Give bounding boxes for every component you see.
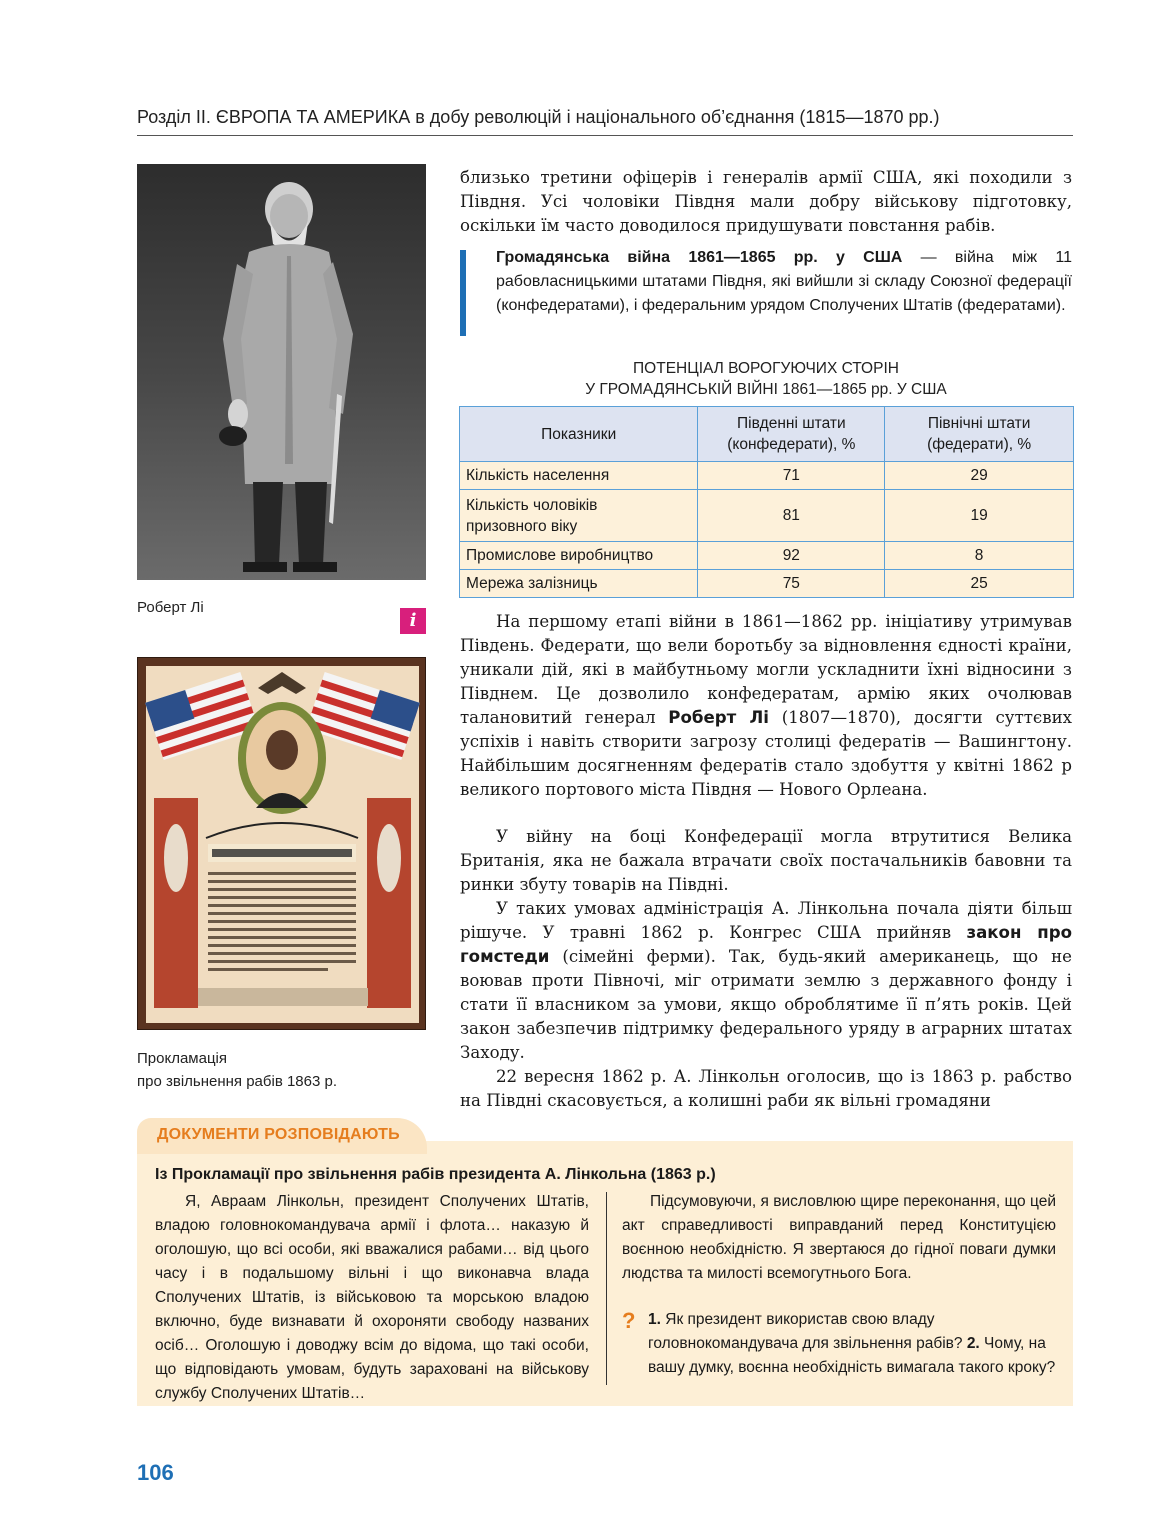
- table-cell: 81: [698, 490, 885, 542]
- table-header-cell: Північні штати (федерати), %: [885, 407, 1074, 462]
- definition-accent-bar: [460, 250, 466, 336]
- paragraph-emancipation: 22 вересня 1862 р. А. Лінкольн оголосив, що із 1863 р. рабство на Півдні скасовується, а колишні раби як вільні громадяни: [460, 1067, 1072, 1110]
- bold-term-homestead: закон про гомстеди: [460, 923, 1072, 966]
- table-header-row: [460, 407, 1074, 462]
- paragraph-text: У таких умовах адміністрація А. Лінкольна почала діяти більш рішуче. У травні 1862 р. Конгрес США прийняв: [460, 899, 1072, 942]
- table-cell: Кількість чоловіків призовного віку: [460, 490, 698, 542]
- paragraph-first-stage: [460, 610, 1072, 802]
- running-head: Розділ ІІ. ЄВРОПА ТА АМЕРИКА в добу революцій і національного об’єднання (1815—1870 рр.): [137, 107, 940, 127]
- table-row: [460, 570, 1074, 598]
- table-header-cell: Показники: [460, 407, 698, 462]
- table-cell: Мережа залізниць: [460, 570, 698, 598]
- info-icon: i: [400, 608, 426, 634]
- table-cell: 25: [885, 570, 1074, 598]
- table-row: [460, 490, 1074, 542]
- table-title-line2: У ГРОМАДЯНСЬКІЙ ВІЙНІ 1861—1865 рр. У США: [585, 381, 947, 398]
- paragraph-homestead: [460, 897, 1072, 1065]
- table-cell: 92: [698, 542, 885, 570]
- documents-tab-label: ДОКУМЕНТИ РОЗПОВІДАЮТЬ: [157, 1126, 400, 1143]
- documents-title: Із Прокламації про звільнення рабів президента А. Лінкольна (1863 р.): [155, 1166, 716, 1183]
- documents-tab: [137, 1118, 427, 1154]
- caption-robert-lee: Роберт Лі: [137, 599, 204, 616]
- robert-lee-photo: [137, 164, 426, 580]
- table-cell: 71: [698, 462, 885, 490]
- document-right-column: Підсумовуючи, я висловлюю щире переконання, що цей акт справедливості виправданий перед Конституцією воєнною необхідністю. Я звертаюся до гідної поваги думки людства та милості всемогутнього Бога.: [622, 1193, 1056, 1282]
- question-text: Чому, на вашу думку, воєнна необхідність вимагала такого кроку?: [648, 1335, 1056, 1376]
- paragraph-britain: У війну на боці Конфедерації могла втрутитися Велика Британія, яка не бажала втрачати своїх постачальників бавовни та ринки збуту товарів на Півдні.: [460, 827, 1072, 894]
- paragraph-text: (сімейні ферми). Так, будь-який американець, що не воював проти Півночі, міг отримати землю з державного фонду і стати її власником за умови, якщо оброблятиме її п’ять років. Цей закон забезпечив підтримку федерального уряду в аграрних штатах Заходу.: [460, 947, 1072, 1062]
- definition-term: Громадянська війна 1861—1865 рр. у США: [496, 249, 903, 266]
- paragraph-text: На першому етапі війни в 1861—1862 рр. ініціативу утримував Південь. Федерати, що вели боротьбу за відновлення єдності країни, уникали дій, які в майбутньому могли ускладнити їхні відносини з Півднем. Це дозволило конфедератам, армію яких очолював талановитий генерал: [460, 612, 1072, 727]
- table-cell: 75: [698, 570, 885, 598]
- question-number: 2.: [966, 1335, 980, 1352]
- documents-column-divider: [606, 1192, 607, 1385]
- caption-proclamation-line1: Прокламація: [137, 1050, 227, 1067]
- table-row: [460, 542, 1074, 570]
- paragraph-text: (1807—1870), досягти суттєвих успіхів і навіть створити загрозу столиці федератів — Вашингтону. Найбільшим досягненням федератів стало здобуття у квітні 1862 р великого портового міста Півдня — Нового Орлеана.: [460, 708, 1072, 799]
- table-title: [460, 358, 1072, 400]
- question-text: Як президент використав свою владу головнокомандувача для звільнення рабів?: [648, 1311, 967, 1352]
- definition-block: [496, 246, 1072, 318]
- header-rule: [137, 135, 1073, 136]
- table-header-cell: Південні штати (конфедерати), %: [698, 407, 885, 462]
- caption-proclamation-line2: про звільнення рабів 1863 р.: [137, 1073, 337, 1090]
- document-left-column: Я, Авраам Лінкольн, президент Сполучених Штатів, владою головнокомандувача армії і флота… наказую й оголошую, що всі особи, які вважалися рабами… від цього часу і в подальшому вільні і що виконавча влада Сполучених Штатів, із військовою та морською владою включно, буде визнавати й охороняти свободу названих осіб… Оголошую і доводжу всім до відома, що такі особи, що відповідають умовам, будуть зараховані на військову службу Сполучених Штатів…: [155, 1193, 589, 1402]
- table-title-line1: ПОТЕНЦІАЛ ВОРОГУЮЧИХ СТОРІН: [633, 360, 899, 377]
- intro-paragraph: близько третини офіцерів і генералів армії США, які походили з Півдня. Усі чоловіки Півдня мали добру військову підготовку, оскільки їм часто доводилося придушувати повстання рабів.: [460, 168, 1072, 235]
- emancipation-proclamation-image: [137, 657, 426, 1030]
- definition-text: — війна між 11 рабовласницькими штатами Півдня, які вийшли зі складу Союзної федерації (конфедератами), і федеральним урядом Сполучених Штатів (федератами).: [496, 249, 1073, 314]
- table-cell: Кількість населення: [460, 462, 698, 490]
- table-cell: 8: [885, 542, 1074, 570]
- question-number: 1.: [648, 1311, 661, 1328]
- table-row: [460, 462, 1074, 490]
- question-icon: ?: [622, 1308, 636, 1333]
- table-cell: 19: [885, 490, 1074, 542]
- bold-term-robert-lee: Роберт Лі: [668, 708, 769, 727]
- questions-block: [648, 1308, 1056, 1380]
- table-cell: 29: [885, 462, 1074, 490]
- forces-table: [459, 406, 1074, 598]
- table-cell: Промислове виробництво: [460, 542, 698, 570]
- page-number: 106: [137, 1460, 174, 1485]
